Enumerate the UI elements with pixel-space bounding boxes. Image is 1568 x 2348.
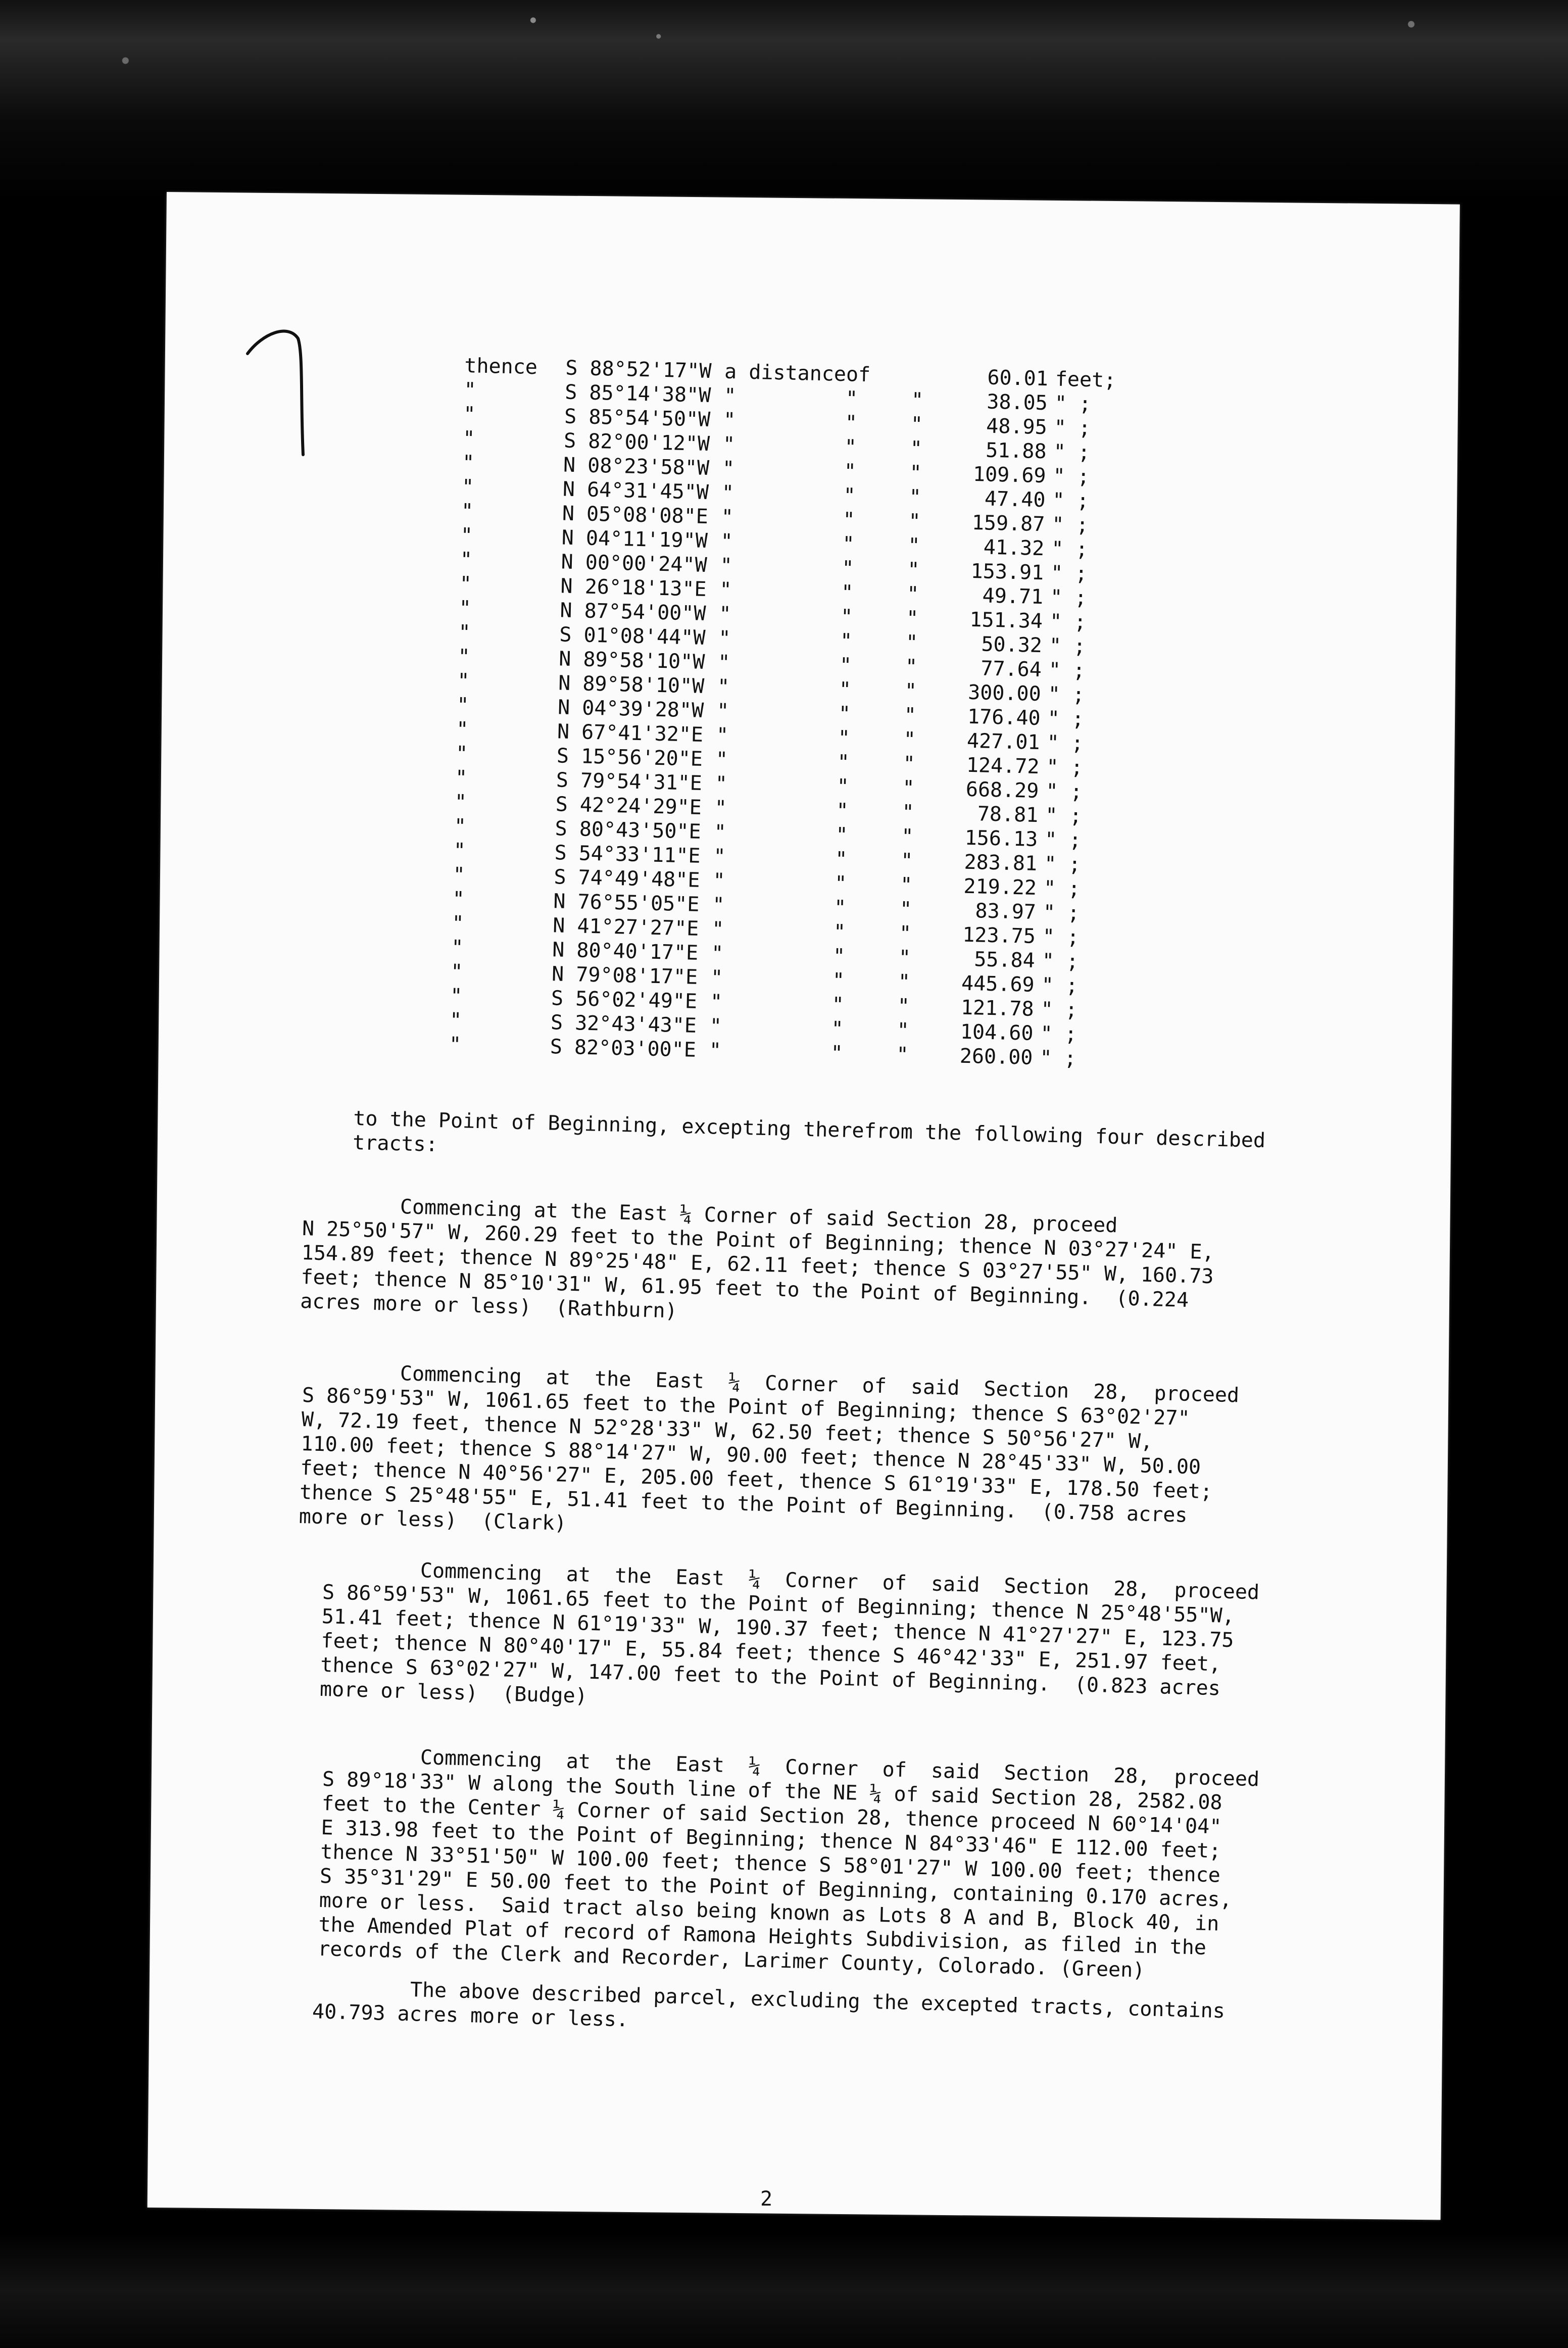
course-bearing: N 89°58'10" [558, 671, 693, 698]
course-lead: " [459, 596, 472, 620]
course-direction: W [698, 408, 711, 432]
course-ditto-2: " [836, 774, 850, 799]
course-bearing: N 26°18'13" [560, 574, 695, 601]
course-direction: E [691, 723, 704, 747]
course-unit: " ; [1045, 779, 1083, 804]
course-ditto-3: " [903, 752, 916, 776]
course-ditto-1: " [720, 529, 733, 554]
course-lead: " [453, 863, 466, 887]
course-ditto-1: " [714, 820, 727, 844]
course-ditto-2: " [845, 411, 858, 435]
course-ditto-2: of [846, 363, 871, 387]
course-unit: " ; [1040, 1022, 1077, 1046]
course-bearing: N 79°08'17" [551, 962, 686, 989]
course-bearing: N 05°08'08" [562, 502, 697, 528]
course-ditto-3: " [899, 921, 912, 946]
course-bearing: S 88°52'17" [565, 356, 700, 383]
course-ditto-2: " [839, 677, 852, 702]
course-lead: " [461, 499, 474, 523]
course-direction: W [691, 699, 704, 722]
course-unit: " ; [1054, 392, 1092, 416]
course-ditto-2: " [840, 629, 853, 653]
course-direction: E [694, 577, 707, 601]
course-distance: 77.64 [980, 657, 1042, 682]
course-distance: 124.72 [966, 753, 1040, 779]
course-lead: " [460, 523, 473, 548]
course-lead: " [449, 1033, 462, 1057]
course-direction: E [685, 965, 698, 989]
course-ditto-2: " [831, 993, 845, 1017]
course-ditto-3: " [908, 485, 922, 509]
page-number: 2 [760, 2187, 773, 2211]
course-ditto-2: " [834, 896, 847, 920]
course-distance: 121.78 [960, 996, 1035, 1021]
course-ditto-2: " [832, 968, 845, 993]
course-direction: E [687, 868, 700, 892]
course-distance: 427.01 [966, 729, 1041, 755]
course-bearing: S 32°43'43" [550, 1011, 685, 1038]
course-lead: " [450, 960, 463, 984]
course-bearing: S 42°24'29" [555, 793, 690, 819]
course-ditto-2: " [833, 920, 846, 944]
course-bearing: S 56°02'49" [551, 987, 685, 1013]
course-distance: 104.60 [960, 1020, 1034, 1045]
course-bearing: N 89°58'10" [558, 647, 693, 674]
tract-rathburn: Commencing at the East ¼ Corner of said Section 28, proceed N 25°50'57" W, 260.29 feet to the Point of Beginning; thence N 03°27'24" E, 154.89 feet; thence N 89°25'48" E, 62.11 feet; thence S 03°27'55" W, 160.73 feet; thence N 85°10'31" W, 61.95 feet to the Point of Beginning. (0.224 acres more or less) (Rathburn) [300, 1192, 1215, 1323]
course-bearing: N 00°00'24" [561, 550, 696, 577]
course-direction: W [693, 626, 706, 650]
course-distance: 51.88 [985, 438, 1047, 464]
course-ditto-3: " [907, 534, 920, 558]
course-ditto-1: " [716, 699, 729, 723]
course-lead: " [449, 1008, 462, 1033]
course-distance: 153.91 [970, 559, 1044, 585]
course-unit: " ; [1044, 852, 1081, 876]
course-ditto-1: " [711, 917, 724, 941]
course-bearing: N 67°41'32" [557, 720, 692, 747]
course-bearing: N 64°31'45" [562, 477, 697, 504]
course-direction: E [684, 1014, 697, 1038]
course-ditto-3: " [896, 1043, 909, 1067]
course-direction: W [692, 650, 705, 674]
course-ditto-1: " [718, 602, 731, 626]
course-ditto-1: " [714, 796, 727, 820]
course-ditto-2: " [844, 435, 857, 459]
course-direction: W [693, 602, 706, 625]
course-ditto-1: a distance [724, 360, 847, 386]
course-unit: " ; [1049, 610, 1087, 634]
course-distance: 47.40 [984, 487, 1046, 512]
course-direction: E [683, 1038, 697, 1062]
course-distance: 38.05 [986, 390, 1048, 415]
thence-courses-table [449, 354, 1116, 1071]
tract-green: Commencing at the East ¼ Corner of said Section 28, proceed S 89°18'33" W along the South line of the NE ¼ of said Section 28, 2582.08 feet to the Center ¼ Corner of said Section 28, thence proceed N 60°14'04" E 313.98 feet to the Point of Beginning; thence N 84°33'46" E 112.00 feet; thence N 33°51'50" W 100.00 feet; thence S 58°01'27" W 100.00 feet; thence S 35°31'29" E 50.00 feet to the Point of Beginning, containing 0.170 acres, more or less. Said tract also being known as Lots 8 A and B, Block 40, in the Amended Plat of record of Ramona Heights Subdivision, as filed in the records of the Clerk and Recorder, Larimer County, Colorado. (Green) [317, 1743, 1260, 1982]
course-distance: 156.13 [964, 826, 1038, 851]
course-unit: feet; [1055, 367, 1116, 393]
course-direction: E [690, 747, 703, 771]
course-ditto-2: " [834, 871, 847, 896]
course-direction: W [695, 553, 708, 577]
course-lead: " [453, 839, 466, 863]
course-direction: E [696, 505, 709, 529]
course-ditto-3: " [910, 437, 923, 461]
course-distance: 151.34 [969, 608, 1043, 633]
course-unit: " ; [1041, 998, 1078, 1022]
course-bearing: S 85°14'38" [564, 380, 699, 407]
course-ditto-3: " [911, 388, 924, 412]
course-lead: " [459, 572, 472, 596]
course-unit: " ; [1043, 876, 1081, 901]
course-direction: W [697, 432, 710, 456]
course-direction: E [689, 820, 702, 844]
course-ditto-1: " [710, 966, 723, 990]
course-ditto-2: " [836, 799, 849, 823]
course-ditto-1: " [722, 457, 735, 481]
course-distance: 445.69 [961, 971, 1035, 997]
course-unit: " ; [1050, 561, 1088, 586]
course-ditto-1: " [719, 578, 732, 602]
course-ditto-2: " [837, 750, 850, 774]
course-distance: 60.01 [987, 366, 1049, 391]
course-unit: " ; [1044, 828, 1082, 852]
course-ditto-2: " [845, 387, 858, 411]
course-lead: " [451, 936, 464, 960]
course-distance: 41.32 [983, 535, 1045, 561]
course-bearing: S 80°43'50" [555, 817, 690, 844]
course-ditto-2: " [835, 823, 848, 847]
course-ditto-3: " [906, 582, 919, 606]
course-ditto-1: " [712, 869, 725, 893]
closing-paragraph: The above described parcel, excluding the excepted tracts, contains 40.793 acres more or less. [312, 1975, 1226, 2032]
course-ditto-2: " [841, 581, 854, 605]
course-ditto-3: " [908, 510, 921, 533]
course-ditto-1: " [717, 651, 730, 675]
course-distance: 50.32 [981, 632, 1043, 658]
tract-clark: Commencing at the East ¼ Corner of said Section 28, proceed S 86°59'53" W, 1061.65 feet to the Point of Beginning; thence S 63°02'27" W, 72.19 feet, thence N 52°28'33" W, 62.50 feet; thence S 50°56'27" W, 110.00 feet; thence S 88°14'27" W, 90.00 feet; thence N 28°45'33" W, 50.00 feet; thence N 40°56'27" E, 205.00 feet, thence S 61°19'33" E, 178.50 feet; thence S 25°48'55" E, 51.41 feet to the Point of Beginning. (0.758 acres more or less) (Clark) [299, 1359, 1240, 1535]
course-unit: " ; [1051, 513, 1089, 537]
course-lead: " [452, 887, 465, 911]
course-lead: " [451, 911, 465, 936]
scan-border-bottom [0, 2233, 1568, 2348]
course-distance: 55.84 [973, 948, 1036, 972]
course-unit: " ; [1049, 634, 1086, 659]
course-ditto-3: " [900, 873, 913, 897]
scan-border-top [0, 0, 1568, 202]
course-ditto-3: " [906, 606, 919, 630]
course-ditto-3: " [902, 776, 915, 800]
course-lead: " [457, 645, 470, 669]
course-unit: " ; [1042, 925, 1080, 949]
course-direction: W [697, 456, 710, 480]
course-ditto-1: " [719, 554, 733, 578]
course-bearing: S 82°00'12" [563, 429, 698, 456]
course-bearing: S 82°03'00" [550, 1035, 684, 1062]
course-ditto-2: " [835, 847, 848, 871]
course-unit: " ; [1047, 731, 1084, 755]
course-lead: " [455, 742, 468, 766]
course-distance: 219.22 [963, 874, 1037, 900]
course-unit: " ; [1053, 440, 1091, 465]
course-ditto-3: " [909, 461, 922, 485]
intro-paragraph: to the Point of Beginning, excepting therefrom the following four described tracts: [352, 1106, 1266, 1157]
course-distance: 159.87 [971, 511, 1045, 536]
course-unit: " ; [1042, 949, 1079, 973]
course-ditto-1: " [709, 1014, 722, 1038]
course-ditto-3: " [898, 946, 911, 970]
course-ditto-3: " [910, 413, 923, 436]
course-ditto-3: " [904, 703, 917, 727]
course-lead: " [450, 984, 463, 1008]
course-ditto-3: " [899, 897, 912, 921]
course-ditto-3 [911, 364, 957, 389]
course-bearing: N 76°55'05" [553, 890, 688, 916]
course-ditto-1: " [717, 675, 730, 699]
course-direction: W [695, 529, 708, 553]
course-ditto-2: " [841, 557, 854, 580]
course-ditto-1: " [712, 893, 725, 917]
course-ditto-1: " [718, 626, 731, 651]
course-unit: " ; [1054, 416, 1091, 441]
course-ditto-3: " [901, 824, 914, 849]
course-direction: E [688, 844, 701, 868]
course-unit: " ; [1041, 973, 1079, 998]
course-direction: E [684, 990, 698, 1013]
course-ditto-1: " [722, 432, 736, 457]
course-direction: E [685, 941, 699, 965]
course-bearing: S 85°54'50" [564, 405, 699, 431]
course-distance: 83.97 [975, 899, 1037, 924]
course-ditto-3: " [901, 800, 914, 824]
course-ditto-1: " [723, 408, 736, 432]
course-ditto-1: " [715, 772, 728, 796]
course-lead: " [462, 426, 475, 451]
course-lead: " [458, 620, 471, 645]
course-lead: thence [464, 354, 538, 379]
course-lead: " [454, 814, 467, 839]
course-distance: 300.00 [967, 680, 1042, 706]
course-ditto-2: " [831, 1017, 844, 1041]
course-direction: W [699, 359, 712, 383]
course-ditto-3: " [900, 849, 913, 873]
course-ditto-2: " [844, 460, 857, 483]
course-distance: 260.00 [959, 1044, 1033, 1069]
course-bearing: S 01°08'44" [559, 623, 694, 650]
course-distance: 668.29 [965, 777, 1039, 803]
course-distance: 123.75 [962, 923, 1036, 948]
course-ditto-3: " [897, 1018, 910, 1043]
course-bearing: N 87°54'00" [559, 599, 694, 625]
course-ditto-3: " [905, 630, 918, 655]
tract-budge: Commencing at the East ¼ Corner of said Section 28, proceed S 86°59'53" W, 1061.65 feet to the Point of Beginning; thence N 25°48'55"W, 51.41 feet; thence N 61°19'33" W, 190.37 feet; thence N 41°27'27" E, 123.75 feet; thence N 80°40'17" E, 55.84 feet; thence S 46°42'33" E, 251.97 feet, thence S 63°02'27" W, 147.00 feet to the Point of Beginning. (0.823 acres more or less) (Budge) [319, 1556, 1260, 1708]
course-ditto-2: " [838, 702, 851, 726]
course-distance: 109.69 [972, 462, 1047, 488]
course-bearing: S 15°56'20" [556, 744, 691, 771]
course-lead: " [463, 402, 476, 426]
course-direction: E [687, 893, 700, 916]
course-bearing: S 74°49'48" [554, 865, 688, 892]
course-lead: " [462, 451, 475, 475]
course-ditto-3: " [905, 655, 918, 679]
handwritten-mark [242, 323, 328, 460]
course-unit: " ; [1052, 488, 1090, 513]
course-unit: " ; [1039, 1046, 1077, 1070]
course-bearing: N 80°40'17" [552, 938, 687, 965]
course-ditto-1: " [721, 481, 734, 505]
course-ditto-1: " [721, 505, 734, 529]
course-unit: " ; [1053, 464, 1090, 489]
course-ditto-2: " [830, 1041, 844, 1065]
course-unit: " ; [1048, 658, 1086, 683]
course-ditto-2: " [832, 944, 846, 968]
course-direction: E [686, 917, 699, 941]
course-ditto-3: " [897, 994, 910, 1018]
course-unit: " ; [1046, 755, 1084, 779]
course-direction: W [696, 480, 709, 505]
course-ditto-2: " [842, 532, 855, 556]
course-ditto-2: " [838, 726, 851, 750]
course-ditto-3: " [907, 558, 920, 582]
course-bearing: N 08°23'58" [563, 453, 698, 480]
course-lead: " [457, 669, 470, 693]
course-ditto-2: " [840, 605, 853, 629]
course-direction: W [698, 383, 711, 408]
course-bearing: N 04°11'19" [561, 526, 696, 553]
course-unit: " ; [1051, 537, 1089, 562]
course-direction: E [689, 796, 702, 819]
course-bearing: S 79°54'31" [556, 768, 691, 795]
course-ditto-1: " [710, 990, 723, 1014]
course-ditto-1: " [713, 845, 726, 868]
course-lead: " [456, 717, 469, 742]
course-distance: 49.71 [982, 584, 1044, 609]
course-ditto-3: " [903, 727, 916, 752]
course-direction: W [692, 674, 705, 698]
course-lead: " [460, 548, 473, 572]
course-ditto-2: " [842, 508, 856, 532]
course-distance: 283.81 [964, 850, 1038, 875]
course-ditto-3: " [898, 970, 911, 994]
course-ditto-3: " [904, 679, 917, 703]
course-unit: " ; [1047, 707, 1085, 731]
course-unit: " ; [1045, 804, 1083, 828]
course-direction: E [690, 771, 703, 795]
course-ditto-2: " [843, 484, 856, 508]
course-ditto-1: " [711, 942, 724, 965]
course-ditto-1: " [709, 1039, 722, 1062]
course-lead: " [461, 475, 474, 499]
course-ditto-2: " [839, 653, 852, 677]
course-lead: " [454, 790, 467, 814]
course-unit: " ; [1050, 585, 1087, 610]
course-ditto-1: " [723, 384, 737, 408]
course-ditto-1: " [715, 748, 728, 772]
course-distance: 78.81 [977, 802, 1039, 827]
course-unit: " ; [1043, 901, 1080, 925]
course-unit: " ; [1048, 682, 1085, 707]
course-ditto-1: " [716, 723, 729, 748]
course-lead: " [456, 693, 469, 717]
course-distance: 176.40 [967, 705, 1041, 730]
course-bearing: S 54°33'11" [554, 841, 689, 868]
course-distance: 48.95 [986, 414, 1048, 439]
course-lead: " [455, 766, 468, 790]
course-lead: " [463, 378, 476, 402]
course-bearing: N 41°27'27" [552, 914, 687, 941]
course-bearing: N 04°39'28" [557, 696, 692, 722]
